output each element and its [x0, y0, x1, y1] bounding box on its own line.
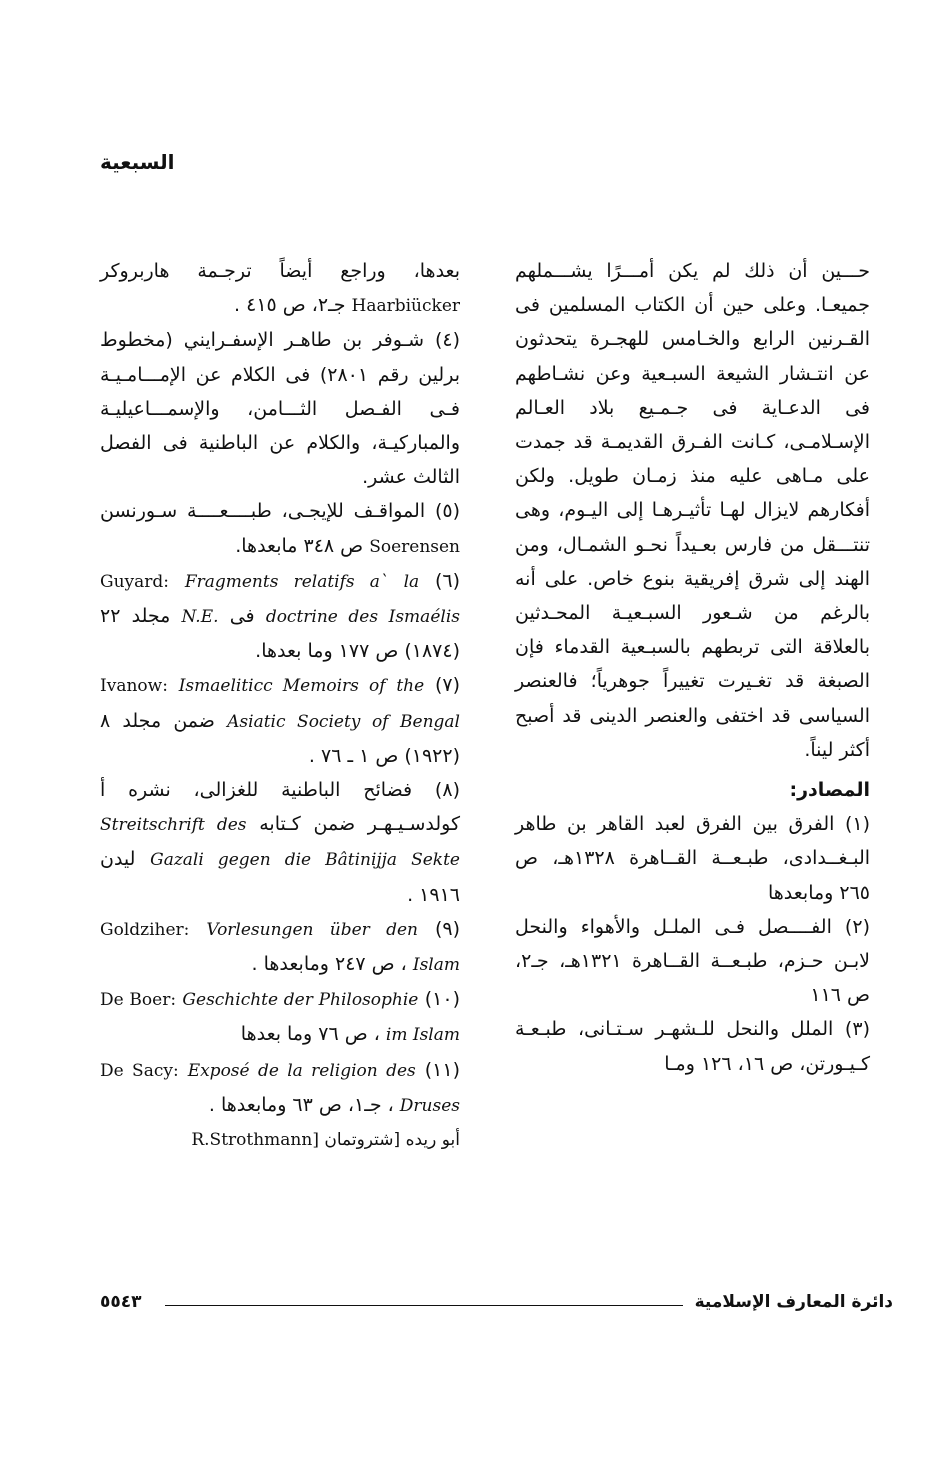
reference-7-volume-label: ضمن مجلد [122, 709, 215, 732]
reference-9 [100, 912, 460, 982]
footer-rule [165, 1305, 683, 1306]
author-name-latin: Haarbiücker [351, 296, 460, 317]
reference-7 [100, 668, 460, 773]
reference-6-author: Guyard: [100, 571, 170, 592]
reference-7-author: Ivanow: [100, 676, 168, 697]
reference-5-text: (٥) المواقـف للإيجـى، طبــــعــــة سـورنسن [100, 500, 460, 523]
reference-8 [100, 773, 460, 912]
reference-5 [100, 494, 460, 563]
reference-11-pages: ، جـ١، ص ٦٣ ومابعدها . [208, 1093, 394, 1116]
reference-10-pages: ، ص ٧٦ وما بعدها [240, 1023, 380, 1046]
reference-1: (١) الفرق بين الفرق لعبد القاهر بن طاهر البـغــدادى، طبـعــة القــاهرة ١٣٢٨هـ، ص ٢٦٥ ومابعدها [515, 813, 871, 904]
reference-7-pages: ٨ (١٩٢٢) ص ١ ـ ٧٦ . [100, 709, 460, 767]
page-footer [100, 1292, 893, 1322]
reference-3: (٣) الملل والنحل للـشهـر سـتـانى، طبـعـة كـيـورتن، ص ١٦، ١٢٦ ومـا [515, 1018, 870, 1075]
reference-8-title: Streitschrift des Gazali gegen die Bâtinijja Sekte [100, 815, 460, 871]
body-paragraph: حـــين أن ذلك لم يكن أمـــرًا يشـــملهم جميعـا. وعلى حين أن الكتاب المسلمين فى القـرنين الرابع والخـامس للهجـرة يتحدثون عن انتـشار الشيعة السبـعية وعن نشـاطهم فى الدعـاية فى جـمـيع بلاد العـالم الإسـلامـى، كـانت الفـرق القديمـة قد جمدت على مـاهى عليه منذ زمـان طويل. ولكن أفكارهم لايزال لهـا تأثيـرهـا إلى اليـوم، وهى تنتـــقل من فارس بعـيداً نحـو الشمـال، ومن الهند إلى شرق إفريقية بنوع خاص. على أنه بالرغم من شـعور السبـعيـة المحـدثين بالعلاقة التى تربطهم بالسبـعية القدماء فإن الصبغة قد تغـيرت تغييراً جوهرياً؛ فالعنصر السياسى قد اختفى والعنصر الدينى قد أصبح أكثر ليناً. [515, 260, 870, 761]
reference-10-title: Geschichte der Philosophie im Islam [182, 990, 460, 1046]
sources-heading: المصادر: [789, 779, 870, 802]
reference-8-text: (٨) فضائح الباطنية للغزالى، نشره أ كولدسـيـهـر ضمن كـتابه [100, 779, 460, 836]
reference-5-pages: ص ٣٤٨ مابعدها. [235, 534, 364, 557]
footer-title: دائرة المعارف الإسلامية [694, 1292, 893, 1312]
reference-9-number: (٩) [434, 917, 460, 940]
reference-6-number: (٦) [434, 569, 460, 592]
signature-arabic: أبو ريده [شتروتمان [324, 1130, 460, 1151]
page-number: ٥٥٤٣ [100, 1292, 142, 1312]
reference-10-number: (١٠) [424, 988, 460, 1011]
reference-11-author: De Sacy: [100, 1060, 179, 1081]
reference-6-title: Fragments relatifs a` la doctrine des Ismaélis [184, 571, 460, 628]
signature-latin: R.Strothmann] [191, 1130, 319, 1151]
reference-7-number: (٧) [434, 674, 461, 697]
reference-3-continued [100, 254, 460, 323]
reference-11-number: (١١) [424, 1058, 461, 1081]
reference-9-pages: ، ص ٢٤٧ ومابعدها . [251, 953, 407, 976]
reference-11 [100, 1053, 460, 1123]
reference-7-journal: the Asiatic Society of Bengal [227, 676, 460, 732]
reference-10-author: De Boer: [100, 990, 177, 1011]
reference-11-title: Exposé de la religion des Druses [187, 1060, 460, 1116]
reference-3-continued-pages: جـ٢، ص ٤١٥ . [234, 294, 346, 317]
editor-name-latin: Soerensen [369, 536, 460, 557]
reference-3-continued-text: بعدها، وراجع أيضاً ترجـمة هاربروكر [100, 260, 460, 282]
reference-4: (٤) شـوفر بن طاهـر الإسفـرايني (مخطوط برلين رقم ٢٨٠١) فى الكلام عن الإمـــامـيـة فـى الفـصل الثـــامن، والإسمـــاعيليـة والمباركيـة، والكلام عن الباطنية فى الفصل الثالث عشر. [100, 329, 460, 489]
right-column [515, 254, 870, 1081]
reference-9-author: Goldziher: [100, 919, 190, 940]
author-signature [100, 1123, 460, 1157]
reference-6-journal: N.E. [181, 607, 219, 628]
reference-7-title: Ismaeliticc Memoirs of [178, 676, 386, 697]
reference-6 [100, 564, 460, 669]
reference-8-place: ليدن ١٩١٦ . [100, 848, 460, 906]
reference-6-pages: مجلد ٢٢ (١٨٧٤) ص ١٧٧ وما بعدها. [100, 605, 460, 663]
reference-9-title: Vorlesungen über den Islam [206, 919, 460, 976]
running-head: السبعية [100, 150, 175, 174]
reference-10 [100, 982, 460, 1052]
reference-6-in: فى [229, 605, 255, 628]
left-column [100, 254, 460, 1157]
reference-2: (٢) الفــــصل فـى الملـل والأهواء والنحل لابـن حـزم، طبـعــة القــاهرة ١٣٢١هـ، جـ٢، ص ١١٦ [515, 915, 871, 1007]
